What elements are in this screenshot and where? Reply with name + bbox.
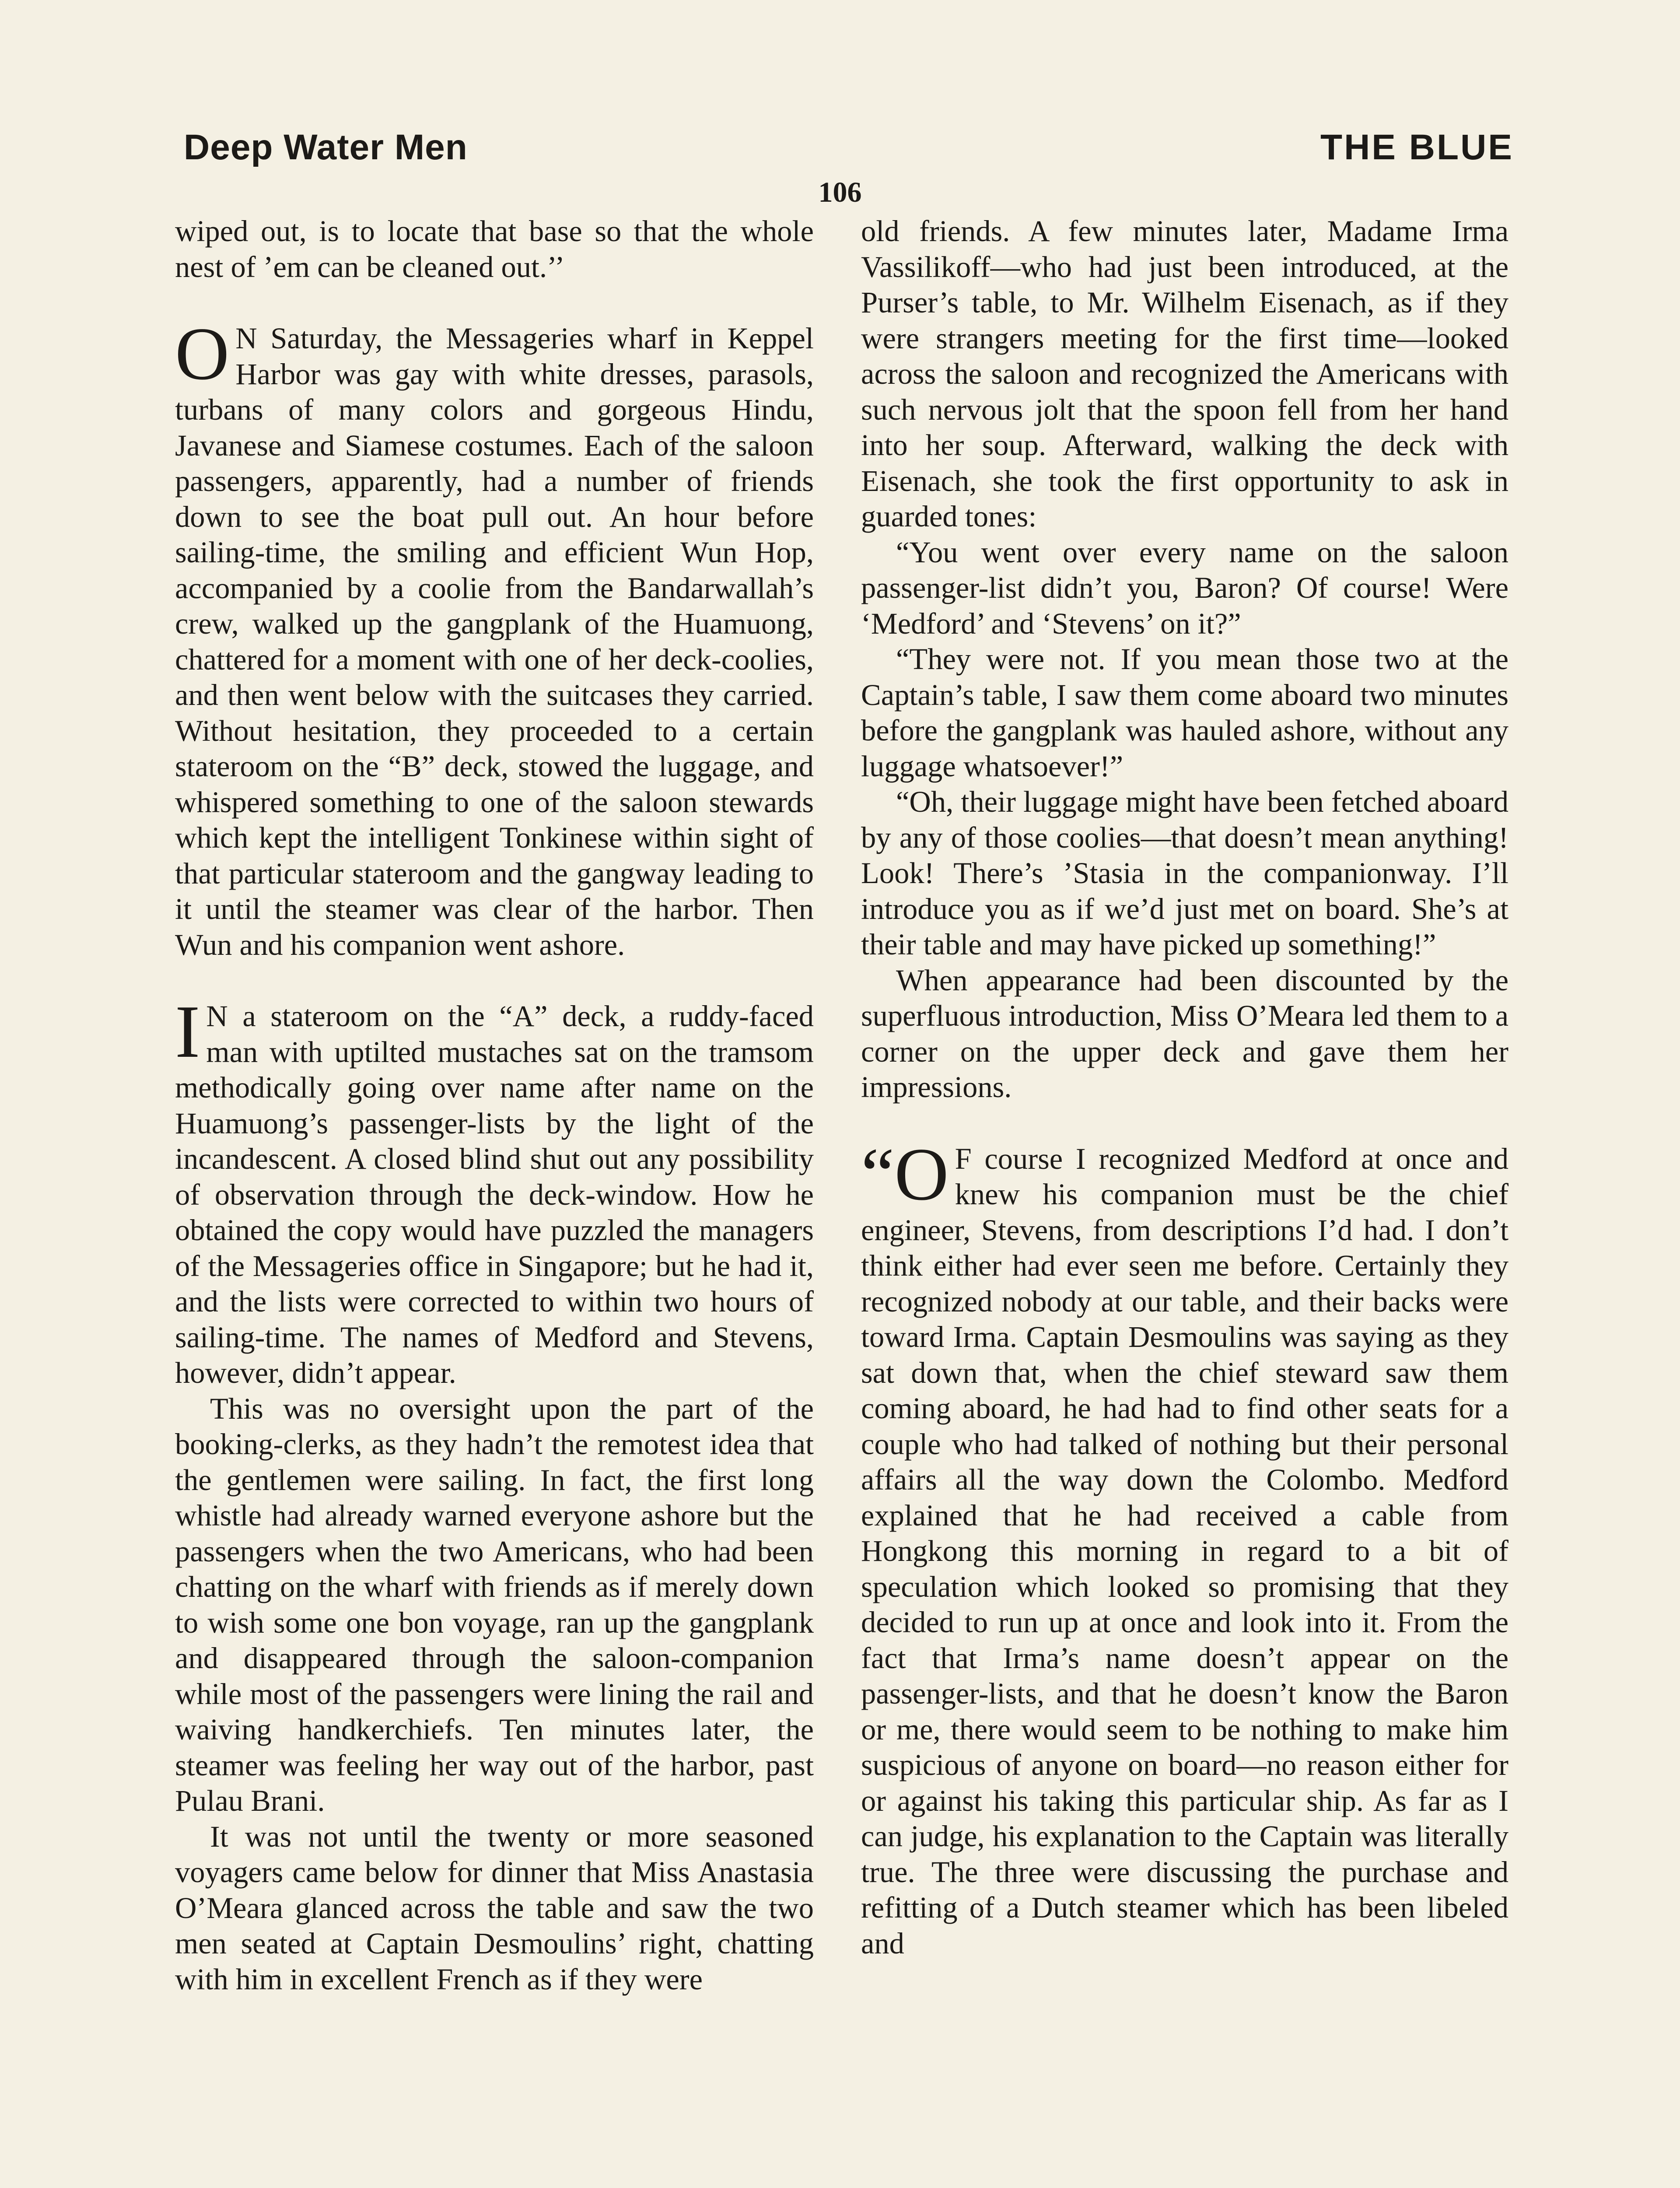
paragraph: This was no oversight upon the part of the booking-clerks, as they hadn’t the remotest idea that the gentlemen were sailing. In fact, the first long whistle had already warned everyone ashore but the passengers when the two Americans, who had been chatting on the wharf with friends as if merely down to wish some one bon voyage, ran up the gangplank and disappeared through the saloon-companion while most of the passengers were lining the rail and waiving handkerchiefs. Ten minutes later, the steamer was feeling her way out of the harbor, past Pulau Brani. <box>175 1392 814 1817</box>
drop-cap: I <box>175 990 200 1073</box>
left-column <box>175 214 814 1997</box>
paragraph: When appearance had been discounted by the superfluous introduction, Miss O’Meara led them to a corner on the upper deck and gave them her impressions. <box>861 963 1508 1104</box>
section-paragraph <box>175 990 814 1391</box>
running-head-magazine: THE BLUE <box>1320 127 1514 167</box>
paragraph-text: N Saturday, the Messageries wharf in Keppel Harbor was gay with white dresses, parasols, turbans of many colors and gorgeous Hindu, Javanese and Siamese costumes. Each of the saloon passengers, apparently, had a number of friends down to see the boat pull out. An hour before sailing-time, the smiling and efficient Wun Hop, accompanied by a coolie from the Bandarwallah’s crew, walked up the gangplank of the Huamuong, chattered for a moment with one of her deck-coolies, and then went below with the suitcases they carried. Without hesitation, they proceeded to a certain stateroom on the “B” deck, stowed the luggage, and whispered something to one of the saloon stewards which kept the intelligent Tonkinese within sight of that particular stateroom and the gangway leading to it until the steamer was clear of the harbor. Then Wun and his companion went ashore. <box>175 322 814 961</box>
paragraph: “You went over every name on the saloon passenger-list didn’t you, Baron? Of course! Were ‘Medford’ and ‘Stevens’ on it?” <box>861 535 1508 640</box>
drop-cap: O <box>175 312 230 396</box>
paragraph: old friends. A few minutes later, Madame Irma Vassilikoff—who had just been introduced, at the Purser’s table, to Mr. Wilhelm Eisenach, as if they were strangers meeting for the first time—looked across the saloon and recognized the Americans with such nervous jolt that the spoon fell from her hand into her soup. Afterward, walking the deck with Eisenach, she took the first opportunity to ask in guarded tones: <box>861 214 1508 533</box>
paragraph-text: F course I recognized Medford at once and knew his companion must be the chief engineer, Stevens, from descriptions I’d had. I don’t think either had ever seen me before. Certainly they recognized nobody at our table, and their backs were toward Irma. Captain Desmoulins was saying as they sat down that, when the chief steward saw them coming aboard, he had had to find other seats for a couple who had talked of nothing but their personal affairs all the way down the Colombo. Medford explained that he had received a cable from Hongkong this morning in regard to a bit of speculation which looked so promising that they decided to run up at once and look into it. From the fact that Irma’s name doesn’t appear on the passenger-lists, and that he doesn’t know the Baron or me, there would seem to be nothing to make him suspicious of anyone on board—no reason either for or against his taking this particular ship. As far as I can judge, his explanation to the Captain was literally true. The three were discussing the purchase and refitting of a Dutch steamer which has been libeled and <box>861 1142 1508 1960</box>
section-paragraph <box>175 312 814 963</box>
paragraph: wiped out, is to locate that base so that the whole nest of ’em can be cleaned out.’’ <box>175 214 814 284</box>
page-number: 106 <box>818 176 862 208</box>
paragraph: “Oh, their luggage might have been fetched aboard by any of those coolies—that doesn’t mean anything! Look! There’s ’Stasia in the companionway. I’ll introduce you as if we’d just met on board. She’s at their table and may have picked up something!” <box>861 785 1508 961</box>
paragraph: “They were not. If you mean those two at the Captain’s table, I saw them come aboard two minutes before the gangplank was hauled ashore, without any luggage whatsoever!” <box>861 642 1508 783</box>
section-paragraph <box>861 1133 1508 1962</box>
right-column <box>861 214 1508 1961</box>
paragraph-text: N a stateroom on the “A” deck, a ruddy-faced man with uptilted mustaches sat on the tramsom methodically going over name after name on the Huamuong’s passenger-lists by the light of the incandescent. A closed blind shut out any possibility of observation through the deck-window. How he obtained the copy would have puzzled the managers of the Messageries office in Singapore; but he had it, and the lists were corrected to within two hours of sailing-time. The names of Medford and Stevens, however, didn’t appear. <box>175 999 814 1389</box>
paragraph: It was not until the twenty or more seasoned voyagers came below for dinner that Miss Anastasia O’Meara glanced across the table and saw the two men seated at Captain Desmoulins’ right, chatting with him in excellent French as if they were <box>175 1820 814 1996</box>
drop-cap: “O <box>861 1133 949 1216</box>
running-head-title: Deep Water Men <box>184 127 468 167</box>
